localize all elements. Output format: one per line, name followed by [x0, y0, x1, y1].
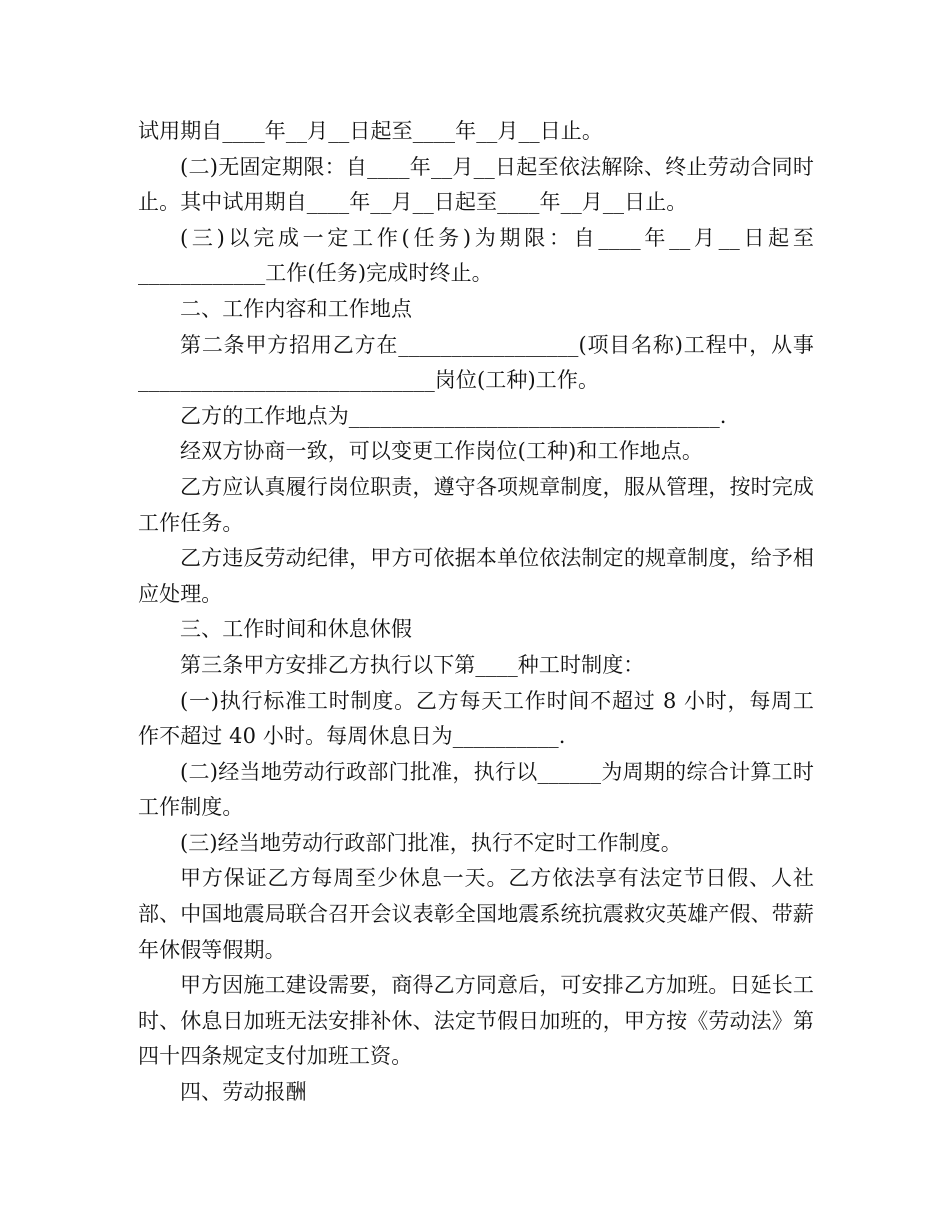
section-heading-work-content-location: 二、工作内容和工作地点	[180, 296, 413, 321]
section-heading-working-hours-rest: 三、工作时间和休息休假	[180, 617, 413, 642]
paragraph-discipline: 乙方违反劳动纪律，甲方可依据本单位依法制定的规章制度，给予相应处理。	[138, 546, 814, 606]
paragraph-indefinite-term: (二)无固定期限：自____年__月__日起至依法解除、终止劳动合同时止。其中试用期自____年__月__日起至____年__月__日止。	[138, 154, 814, 215]
paragraph-change-position: 经双方协商一致，可以变更工作岗位(工种)和工作地点。	[180, 439, 703, 464]
paragraph-overtime: 甲方因施工建设需要，商得乙方同意后，可安排乙方加班。日延长工时、休息日加班无法安排补休、法定节假日加班的，甲方按《劳动法》第四十四条规定支付加班工资。	[138, 973, 814, 1069]
paragraph-rest-and-leave: 甲方保证乙方每周至少休息一天。乙方依法享有法定节日假、人社部、中国地震局联合召开会议表彰全国地震系统抗震救灾英雄产假、带薪年休假等假期。	[138, 866, 814, 962]
paragraph-article-2-job: 第二条甲方招用乙方在_________________(项目名称)工程中，从事____________________________岗位(工种)工作。	[138, 332, 814, 393]
paragraph-probation-period: 试用期自____年__月__日起至____年__月__日止。	[138, 119, 603, 143]
paragraph-comprehensive-hours: (二)经当地劳动行政部门批准，执行以______为周期的综合计算工时工作制度。	[138, 759, 814, 820]
section-heading-remuneration: 四、劳动报酬	[180, 1080, 307, 1105]
paragraph-duties: 乙方应认真履行岗位职责，遵守各项规章制度，服从管理，按时完成工作任务。	[138, 474, 814, 535]
document-body	[138, 114, 814, 1111]
paragraph-task-based-term: (三)以完成一定工作(任务)为期限：自____年__月__日起至____________工作(任务)完成时终止。	[138, 225, 814, 286]
paragraph-standard-hours: (一)执行标准工时制度。乙方每天工作时间不超过 8 小时，每周工作不超过 40 小时。每周休息日为__________.	[138, 688, 814, 749]
paragraph-work-location: 乙方的工作地点为___________________________________.	[180, 403, 727, 428]
paragraph-flexible-hours: (三)经当地劳动行政部门批准，执行不定时工作制度。	[180, 830, 682, 855]
paragraph-article-3-hours-system: 第三条甲方安排乙方执行以下第____种工时制度：	[180, 652, 645, 677]
